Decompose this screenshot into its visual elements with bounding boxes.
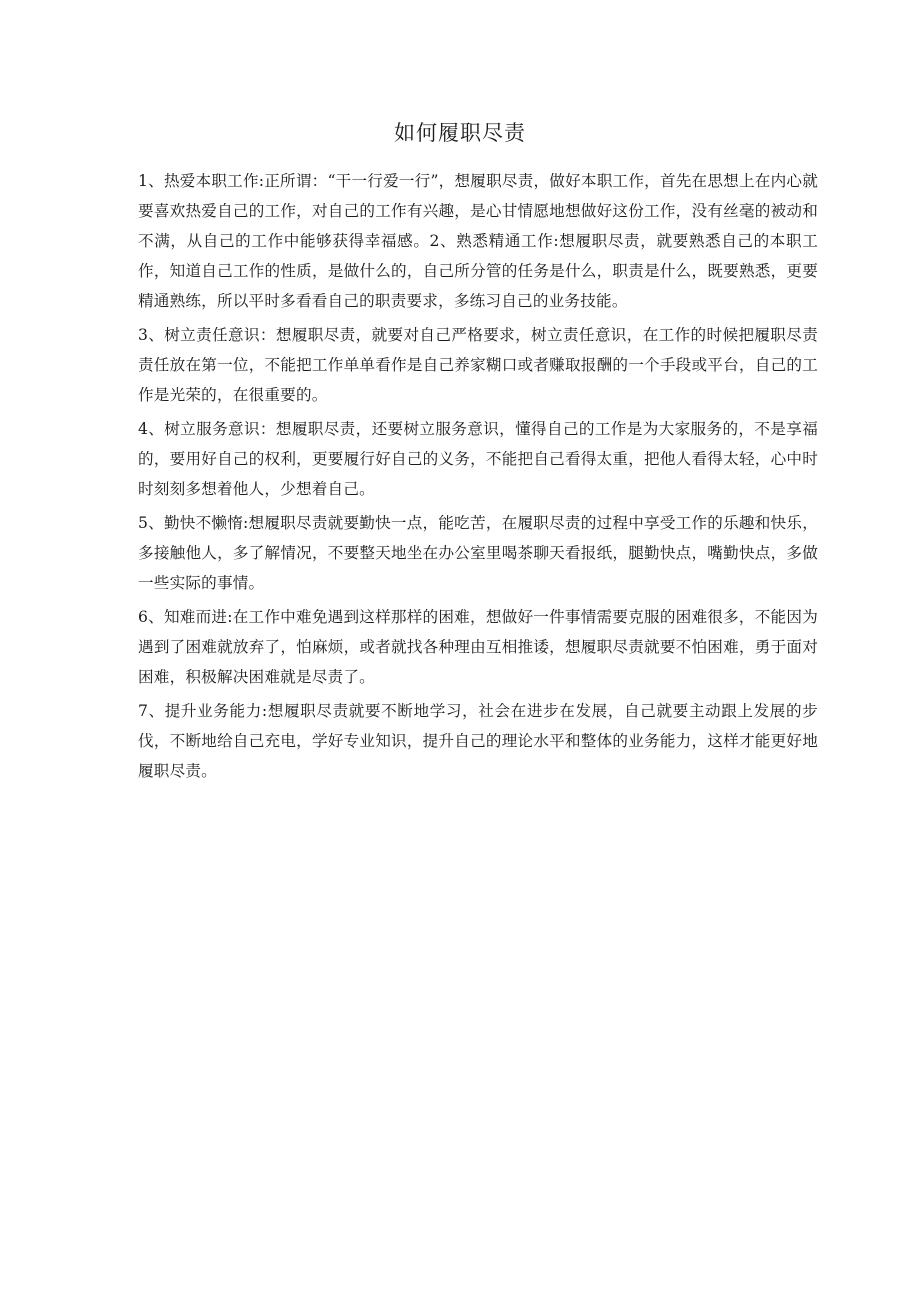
paragraph-3: 3、树立责任意识：想履职尽责，就要对自己严格要求，树立责任意识，在工作的时候把履职尽责责任放在第一位，不能把工作单单看作是自己养家糊口或者赚取报酬的一个手段或平台，自己的工作是光荣的，在很重要的。 [138,326,818,404]
paragraph-5: 5、勤快不懒惰:想履职尽责就要勤快一点，能吃苦，在履职尽责的过程中享受工作的乐趣和快乐，多接触他人，多了解情况，不要整天地坐在办公室里喝茶聊天看报纸，腿勤快点，嘴勤快点，多做一些实际的事情。 [138,514,818,592]
paragraph-7: 7、提升业务能力:想履职尽责就要不断地学习，社会在进步在发展，自己就要主动跟上发展的步伐，不断地给自己充电，学好专业知识，提升自己的理论水平和整体的业务能力，这样才能更好地履职尽责。 [138,702,818,780]
paragraph-6: 6、知难而进:在工作中难免遇到这样那样的困难，想做好一件事情需要克服的困难很多，不能因为遇到了困难就放弃了，怕麻烦，或者就找各种理由互相推诿，想履职尽责就要不怕困难，勇于面对困难，积极解决困难就是尽责了。 [138,608,818,686]
document-title: 如何履职尽责 [394,121,526,145]
paragraph-4: 4、树立服务意识：想履职尽责，还要树立服务意识，懂得自己的工作是为大家服务的，不是享福的，要用好自己的权利，更要履行好自己的义务，不能把自己看得太重，把他人看得太轻，心中时时刻刻多想着他人，少想着自己。 [138,420,818,498]
paragraph-1: 1、热爱本职工作:正所谓：“干一行爱一行”，想履职尽责，做好本职工作，首先在思想上在内心就要喜欢热爱自己的工作，对自己的工作有兴趣，是心甘情愿地想做好这份工作，没有丝毫的被动和不满，从自己的工作中能够获得幸福感。2、熟悉精通工作:想履职尽责，就要熟悉自己的本职工作，知道自己工作的性质，是做什么的，自己所分管的任务是什么，职责是什么，既要熟悉，更要精通熟练，所以平时多看看自己的职责要求，多练习自己的业务技能。 [138,172,818,310]
document-body [138,166,818,790]
